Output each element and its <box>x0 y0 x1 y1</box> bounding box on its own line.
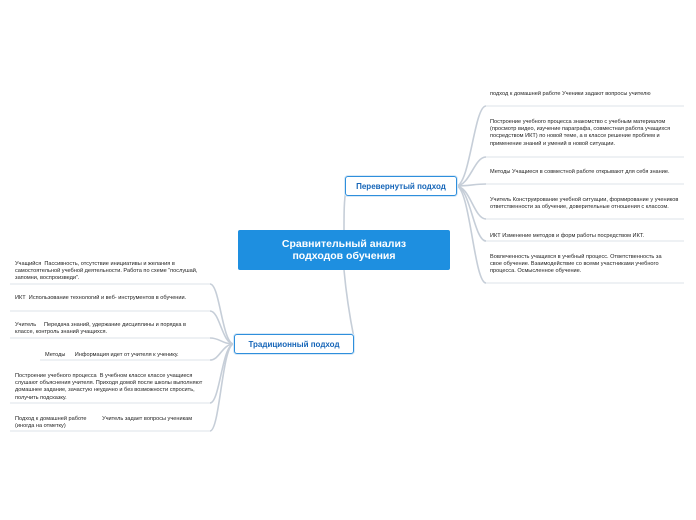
flipped-item-process[interactable]: Построение учебного процесса знакомство с учебным материалом (просмотр видео, изучение параграфа, совместная работа учащихся посредством ИКТ) по новой теме, а в классе решение проблем и применение знаний и умений в новой ситуации. <box>490 119 672 147</box>
branch-flipped-label: Перевернутый подход <box>356 181 446 191</box>
traditional-item-teacher[interactable]: Учитель Передача знаний, удержание дисциплины и порядка в классе, контроль знаний учащихся. <box>15 322 188 336</box>
central-topic[interactable] <box>238 230 450 270</box>
flipped-item-methods[interactable]: Методы Учащиеся в совместной работе открывают для себя знание. <box>490 169 670 175</box>
flipped-item-teacher[interactable]: Учитель Конструирование учебной ситуации, формирование у учеников ответственности за обучение, доверительные отношения с классом. <box>490 197 680 211</box>
traditional-item-process[interactable]: Построение учебного процесса В учебном классе классе учащиеся слушают объяснения учителя. Приходя домой после школы выполняют домашнее задание, зачастую неудачно и без возможности спросить, получить подсказку. <box>15 373 204 401</box>
traditional-item-homework[interactable]: Подход к домашней работе Учитель задает вопросы ученикам (иногда на отметку) <box>15 416 194 430</box>
flipped-item-ict[interactable]: ИКТ Изменение методов и форм работы посредством ИКТ. <box>490 233 645 239</box>
flipped-item-homework[interactable]: подход к домашней работе Ученики задают вопросы учителю <box>490 91 651 97</box>
central-topic-label: Сравнительный анализ подходов обучения <box>281 238 407 262</box>
traditional-item-ict[interactable]: ИКТ Использование технологий и веб- инструментов в обучении. <box>15 295 187 301</box>
traditional-item-methods[interactable]: Методы Информация идет от учителя к ученику. <box>45 352 179 358</box>
branch-traditional-label: Традиционный подход <box>248 339 340 349</box>
branch-flipped[interactable] <box>345 176 457 196</box>
traditional-item-student[interactable]: Учащийся Пассивность, отсутствие инициативы и желания в самостоятельной учебной деятельности. Работа по схеме “послушай, запомни, воспроизведи”. <box>15 261 199 282</box>
branch-traditional[interactable] <box>234 334 354 354</box>
flipped-item-engagement[interactable]: Вовлеченность учащихся в учебный процесс. Ответственность за свое обучение. Взаимодействие со всеми участниками учебного процесса. Осмысленное обучение. <box>490 254 664 275</box>
